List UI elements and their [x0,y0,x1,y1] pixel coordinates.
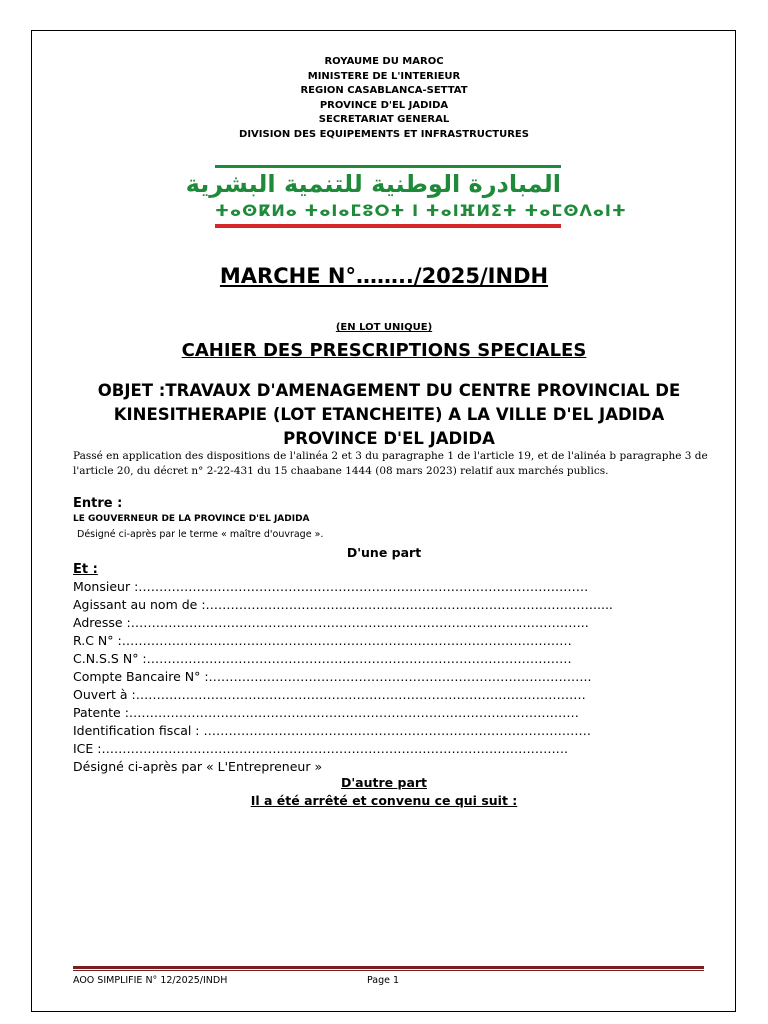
header-line: DIVISION DES EQUIPEMENTS ET INFRASTRUCTURES [239,128,529,140]
field-cnss: C.N.S.S N° :………………………………………………………………………………………… [73,651,572,666]
contractor-fields [73,578,613,776]
legal-basis-text: Passé en application des dispositions de l'alinéa 2 et 3 du paragraphe 1 de l'article 19, et de l'alinéa b paragraphe 3 de l'article 20, du décret n° 2-22-431 du 15 chaabane 1444 (08 mars 2023) relatif aux marchés publics. [73,450,708,477]
logo-arabic-text: المبادرة الوطنية للتنمية البشرية [185,170,561,198]
administrative-header [0,55,768,142]
field-rc: R.C N° :……………………………………………………………………………………………… [73,633,572,648]
field-ice: ICE :…………………………………………………………………………………………………. [73,741,568,756]
dautre-part-label: D'autre part [340,775,428,790]
entre-label: Entre : [73,496,123,511]
field-agissant: Agissant au nom de :…………………………………………………………………………………..... [73,597,613,612]
field-identification-fiscal: Identification fiscal : ………………………………………………………………………………… [73,723,591,738]
et-label: Et : [73,562,98,577]
dune-part-label: D'une part [346,545,422,560]
header-line: REGION CASABLANCA-SETTAT [300,85,468,96]
footer-reference: AOO SIMPLIFIE N° 12/2025/INDH [73,975,228,986]
header-line: MINISTERE DE L'INTERIEUR [307,70,461,82]
header-line: PROVINCE D'EL JADIDA [319,99,449,111]
marche-title: MARCHE N°……../2025/INDH [219,264,549,288]
field-adresse: Adresse :……………………………………………………………………………………………….. [73,615,589,630]
field-patente: Patente :……………………………………………………………………………………………… [73,705,579,720]
gouverneur-label: LE GOUVERNEUR DE LA PROVINCE D'EL JADIDA [73,514,310,524]
footer-rule [73,966,704,969]
field-compte-bancaire: Compte Bancaire N° :……………………………………………………………………………….. [73,669,592,684]
lot-label: (EN LOT UNIQUE) [335,322,433,333]
maitre-ouvrage-text: Désigné ci-après par le terme « maître d'ouvrage ». [77,529,324,540]
logo-red-bar [215,224,561,228]
footer-page-number: Page 1 [367,975,400,986]
logo-tifinagh-text: ⵜⴰⵙⴽⵍⴰ ⵜⴰⵏⴰⵎⵓⵔⵜ ⵏ ⵜⴰⵏⴼⵍⵉⵜ ⵜⴰⵎⵙⴷⴰⵏⵜ [215,201,627,220]
field-ouvert-a: Ouvert à :……………………………………………………………………………………………… [73,687,586,702]
arrete-label: Il a été arrêté et convenu ce qui suit : [250,793,518,808]
entrepreneur-designation: Désigné ci-après par « L'Entrepreneur » [73,759,323,774]
indh-logo [185,165,627,229]
cps-title: CAHIER DES PRESCRIPTIONS SPECIALES [181,340,587,361]
header-line: ROYAUME DU MAROC [324,56,444,67]
header-line: SECRETARIAT GENERAL [318,114,450,125]
footer-rule-thin [73,970,704,971]
objet-text: OBJET :TRAVAUX D'AMENAGEMENT DU CENTRE PROVINCIAL DE KINESITHERAPIE (LOT ETANCHEITE) A LA VILLE D'EL JADIDA PROVINCE D'EL JADIDA [97,381,681,448]
field-monsieur: Monsieur :……………………………………………………………………………………………… [73,579,589,594]
